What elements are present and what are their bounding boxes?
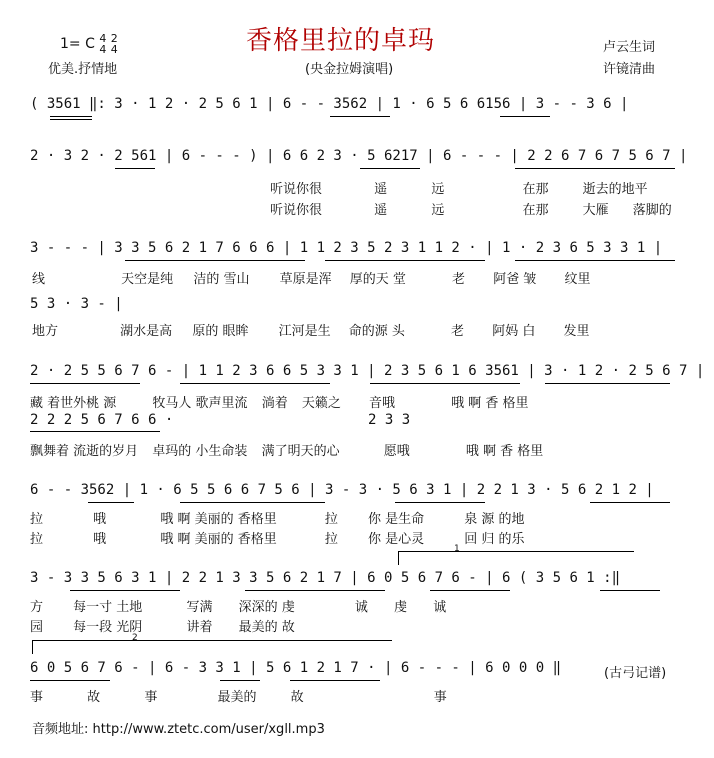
score-line-5-alt: 2 2 2 5 6 7 6 6 · bbox=[30, 412, 174, 428]
song-title: 香格里拉的卓玛 bbox=[246, 26, 436, 56]
lyric-row: 飘舞着 流逝的岁月 卓玛的 小生命装 满了明天的心 愿哦 哦 啊 香 格里 bbox=[30, 444, 544, 459]
lyricist: 卢云生词 bbox=[603, 40, 656, 55]
performer: (央金拉姆演唱) bbox=[305, 62, 394, 77]
audio-address bbox=[32, 718, 325, 737]
score-line-1: ( 3561 ‖: 3 · 1 2 · 2 5 6 1 | 6 - - 3562 | 1 · 6 5 6 6156 | 3 - - 3 6 | bbox=[30, 96, 629, 112]
composer: 许镜清曲 bbox=[603, 62, 656, 77]
score-line-5-alt2: 2 3 3 bbox=[368, 412, 411, 428]
score-line-5: 2 · 2 5 5 6 7 6 - | 1 1 2 3 6 6 5 3 3 1 | 2 3 5 6 1 6 3561 | 3 · 1 2 · 2 5 6 7 | bbox=[30, 363, 705, 379]
lyric-row: 地方 湖水是高 原的 眼眸 江河是生 命的源 头 老 阿妈 白 发里 bbox=[32, 324, 590, 339]
notation-source: (古弓记谱) bbox=[604, 666, 667, 681]
score-line-6: 6 - - 3562 | 1 · 6 5 5 6 6 7 5 6 | 3 - 3 · 5 6 3 1 | 2 2 1 3 · 5 6 2 1 2 | bbox=[30, 482, 654, 498]
lyric-row: 藏 着世外桃 源 牧马人 歌声里流 淌着 天籁之 音哦 哦 啊 香 格里 bbox=[30, 396, 529, 411]
lyric-row: 线 天空是纯 洁的 雪山 草原是浑 厚的天 堂 老 阿爸 皱 纹里 bbox=[32, 272, 591, 287]
lyric-row: 拉 哦 哦 啊 美丽的 香格里 拉 你 是心灵 回 归 的乐 bbox=[30, 532, 525, 547]
score-line-8: 6 0 5 6 7 6 - | 6 - 3 3 1 | 5 6 1 2 1 7 · | 6 - - - | 6 0 0 0 ‖ bbox=[30, 660, 562, 676]
time-signature-24: 2 4 bbox=[110, 32, 118, 56]
key-signature: 1= C 4 4 2 4 bbox=[60, 32, 118, 56]
score-line-7: 3 - 3 3 5 6 3 1 | 2 2 1 3 3 5 6 2 1 7 | 6 0 5 6 7 6 - | 6 ( 3 5 6 1 :‖ bbox=[30, 570, 621, 586]
volta-number-1: 1 bbox=[454, 544, 460, 554]
lyric-row: 拉 哦 哦 啊 美丽的 香格里 拉 你 是生命 泉 源 的地 bbox=[30, 512, 525, 527]
volta-number-2: 2 bbox=[132, 633, 138, 643]
mood-marking: 优美.抒情地 bbox=[48, 62, 118, 77]
lyric-row: 园 每一段 光阴 讲着 最美的 故 bbox=[30, 620, 295, 635]
score-line-2: 2 · 3 2 · 2 561 | 6 - - - ) | 6 6 2 3 · 5 6217 | 6 - - - | 2 2 6 7 6 7 5 6 7 | bbox=[30, 148, 688, 164]
score-line-3: 3 - - - | 3 3 5 6 2 1 7 6 6 6 | 1 1 2 3 5 2 3 1 1 2 · | 1 · 2 3 6 5 3 3 1 | bbox=[30, 240, 663, 256]
volta-bracket-1 bbox=[398, 551, 634, 552]
volta-bracket-2 bbox=[32, 640, 392, 641]
time-signature-44: 4 4 bbox=[99, 32, 107, 56]
lyric-row: 听说你很 遥 远 在那 逝去的地平 bbox=[270, 182, 648, 197]
lyric-row: 事 故 事 最美的 故 事 bbox=[30, 690, 447, 705]
audio-url[interactable]: http://www.ztetc.com/user/xgll.mp3 bbox=[92, 722, 325, 737]
audio-address-label: 音频地址: bbox=[32, 722, 89, 737]
score-line-4: 5 3 · 3 - | bbox=[30, 296, 123, 312]
lyric-row: 听说你很 遥 远 在那 大雁 落脚的 bbox=[270, 203, 672, 218]
lyric-row: 方 每一寸 土地 写满 深深的 虔 诚 虔 诚 bbox=[30, 600, 447, 615]
